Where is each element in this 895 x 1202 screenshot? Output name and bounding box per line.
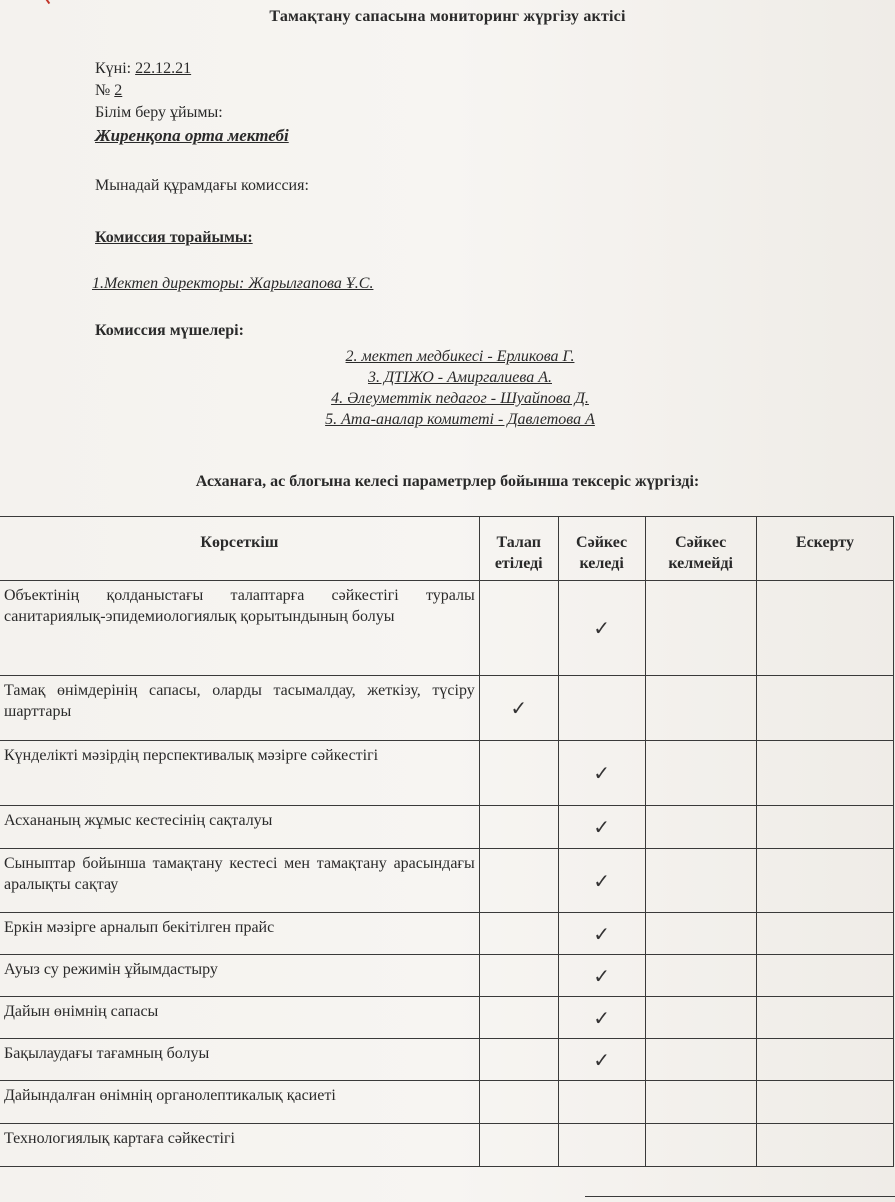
table-row (0, 849, 894, 913)
table-row (0, 913, 894, 955)
header-note: Ескерту (756, 517, 893, 581)
table-header-row (0, 517, 894, 581)
commission-intro: Мынадай құрамдағы комиссия: (95, 177, 309, 194)
required-cell (479, 849, 558, 913)
indicator-cell: Тамақ өнімдерінің сапасы, оларды тасымалдау, жеткізу, түсіру шарттары (0, 676, 479, 741)
compliant-cell: ✓ (558, 997, 645, 1039)
compliant-cell: ✓ (558, 741, 645, 806)
header-noncompliant: Сәйкес келмейді (645, 517, 756, 581)
note-cell (756, 955, 893, 997)
compliant-cell: ✓ (558, 806, 645, 849)
noncompliant-cell (645, 806, 756, 849)
note-cell (756, 676, 893, 741)
chair-heading: Комиссия торайымы: (95, 229, 253, 246)
note-cell (756, 806, 893, 849)
document-title: Тамақтану сапасына мониторинг жүргізу актісі (269, 8, 626, 25)
note-cell (756, 581, 893, 676)
members-heading: Комиссия мүшелері: (95, 322, 244, 339)
number-value: 2 (114, 82, 123, 99)
date-label: Күні: (95, 60, 136, 77)
indicator-cell: Еркін мәзірге арналып бекітілген прайс (0, 913, 479, 955)
compliant-cell (558, 1124, 645, 1167)
school-name: Жиренқопа орта мектебі (95, 126, 289, 145)
required-cell (479, 955, 558, 997)
required-cell (479, 913, 558, 955)
noncompliant-cell (645, 913, 756, 955)
note-cell (756, 1039, 893, 1081)
indicator-cell: Асхананың жұмыс кестесінің сақталуы (0, 806, 479, 849)
compliant-cell: ✓ (558, 955, 645, 997)
required-cell (479, 806, 558, 849)
compliant-cell: ✓ (558, 913, 645, 955)
required-cell: ✓ (479, 676, 558, 741)
indicator-cell: Дайын өнімнің сапасы (0, 997, 479, 1039)
table-row (0, 1124, 894, 1167)
noncompliant-cell (645, 581, 756, 676)
table-row (0, 741, 894, 806)
required-cell (479, 1039, 558, 1081)
chair-line: 1.Мектеп директоры: Жарылғапова Ұ.С. (92, 275, 374, 292)
table-row (0, 676, 894, 741)
indicator-cell: Ауыз су режимін ұйымдастыру (0, 955, 479, 997)
noncompliant-cell (645, 1081, 756, 1124)
date-line (95, 58, 223, 80)
table-row (0, 955, 894, 997)
compliant-cell (558, 676, 645, 741)
noncompliant-cell (645, 849, 756, 913)
noncompliant-cell (645, 1124, 756, 1167)
compliant-cell: ✓ (558, 581, 645, 676)
header-indicator: Көрсеткіш (0, 517, 479, 581)
table-row (0, 581, 894, 676)
indicator-cell: Технологиялық картаға сәйкестігі (0, 1124, 479, 1167)
note-cell (756, 1081, 893, 1124)
number-label: № (95, 82, 115, 99)
monitoring-table (0, 516, 894, 1167)
header-compliant: Сәйкес келеді (558, 517, 645, 581)
table-row (0, 1081, 894, 1124)
note-cell (756, 741, 893, 806)
indicator-cell: Сыныптар бойынша тамақтану кестесі мен тамақтану арасындағы аралықты сақтау (0, 849, 479, 913)
noncompliant-cell (645, 955, 756, 997)
noncompliant-cell (645, 741, 756, 806)
noncompliant-cell (645, 1039, 756, 1081)
noncompliant-cell (645, 997, 756, 1039)
member-item: 3. ДТІЖО - Амиргалиева А. (367, 369, 552, 386)
note-cell (756, 1124, 893, 1167)
table-row (0, 806, 894, 849)
note-cell (756, 997, 893, 1039)
number-line (95, 80, 223, 102)
member-item: 5. Ата-аналар комитеті - Давлетова А (325, 411, 595, 428)
required-cell (479, 1124, 558, 1167)
date-value: 22.12.21 (135, 60, 192, 77)
indicator-cell: Күнделікті мәзірдің перспективалық мәзірге сәйкестігі (0, 741, 479, 806)
members-list (240, 346, 680, 430)
member-item: 2. мектеп медбикесі - Ерликова Г. (345, 348, 575, 365)
member-item: 4. Әлеуметтік педагог - Шуайпова Д. (331, 390, 589, 407)
compliant-cell: ✓ (558, 849, 645, 913)
org-label: Білім беру ұйымы: (95, 104, 223, 121)
note-cell (756, 849, 893, 913)
required-cell (479, 1081, 558, 1124)
note-cell (756, 913, 893, 955)
indicator-cell: Бақылаудағы тағамның болуы (0, 1039, 479, 1081)
compliant-cell: ✓ (558, 1039, 645, 1081)
required-cell (479, 581, 558, 676)
indicator-cell: Дайындалған өнімнің органолептикалық қасиеті (0, 1081, 479, 1124)
check-heading: Асханаға, ас блогына келесі параметрлер бойынша тексеріс жүргізді: (195, 473, 700, 490)
table-row (0, 1039, 894, 1081)
indicator-cell: Объектінің қолданыстағы талаптарға сәйкестігі туралы санитариялық-эпидемиологиялық қорытындының болуы (0, 581, 479, 676)
signature-line (585, 1196, 895, 1197)
required-cell (479, 741, 558, 806)
required-cell (479, 997, 558, 1039)
header-required: Талап етіледі (479, 517, 558, 581)
noncompliant-cell (645, 676, 756, 741)
compliant-cell (558, 1081, 645, 1124)
table-row (0, 997, 894, 1039)
document-meta (95, 58, 223, 124)
